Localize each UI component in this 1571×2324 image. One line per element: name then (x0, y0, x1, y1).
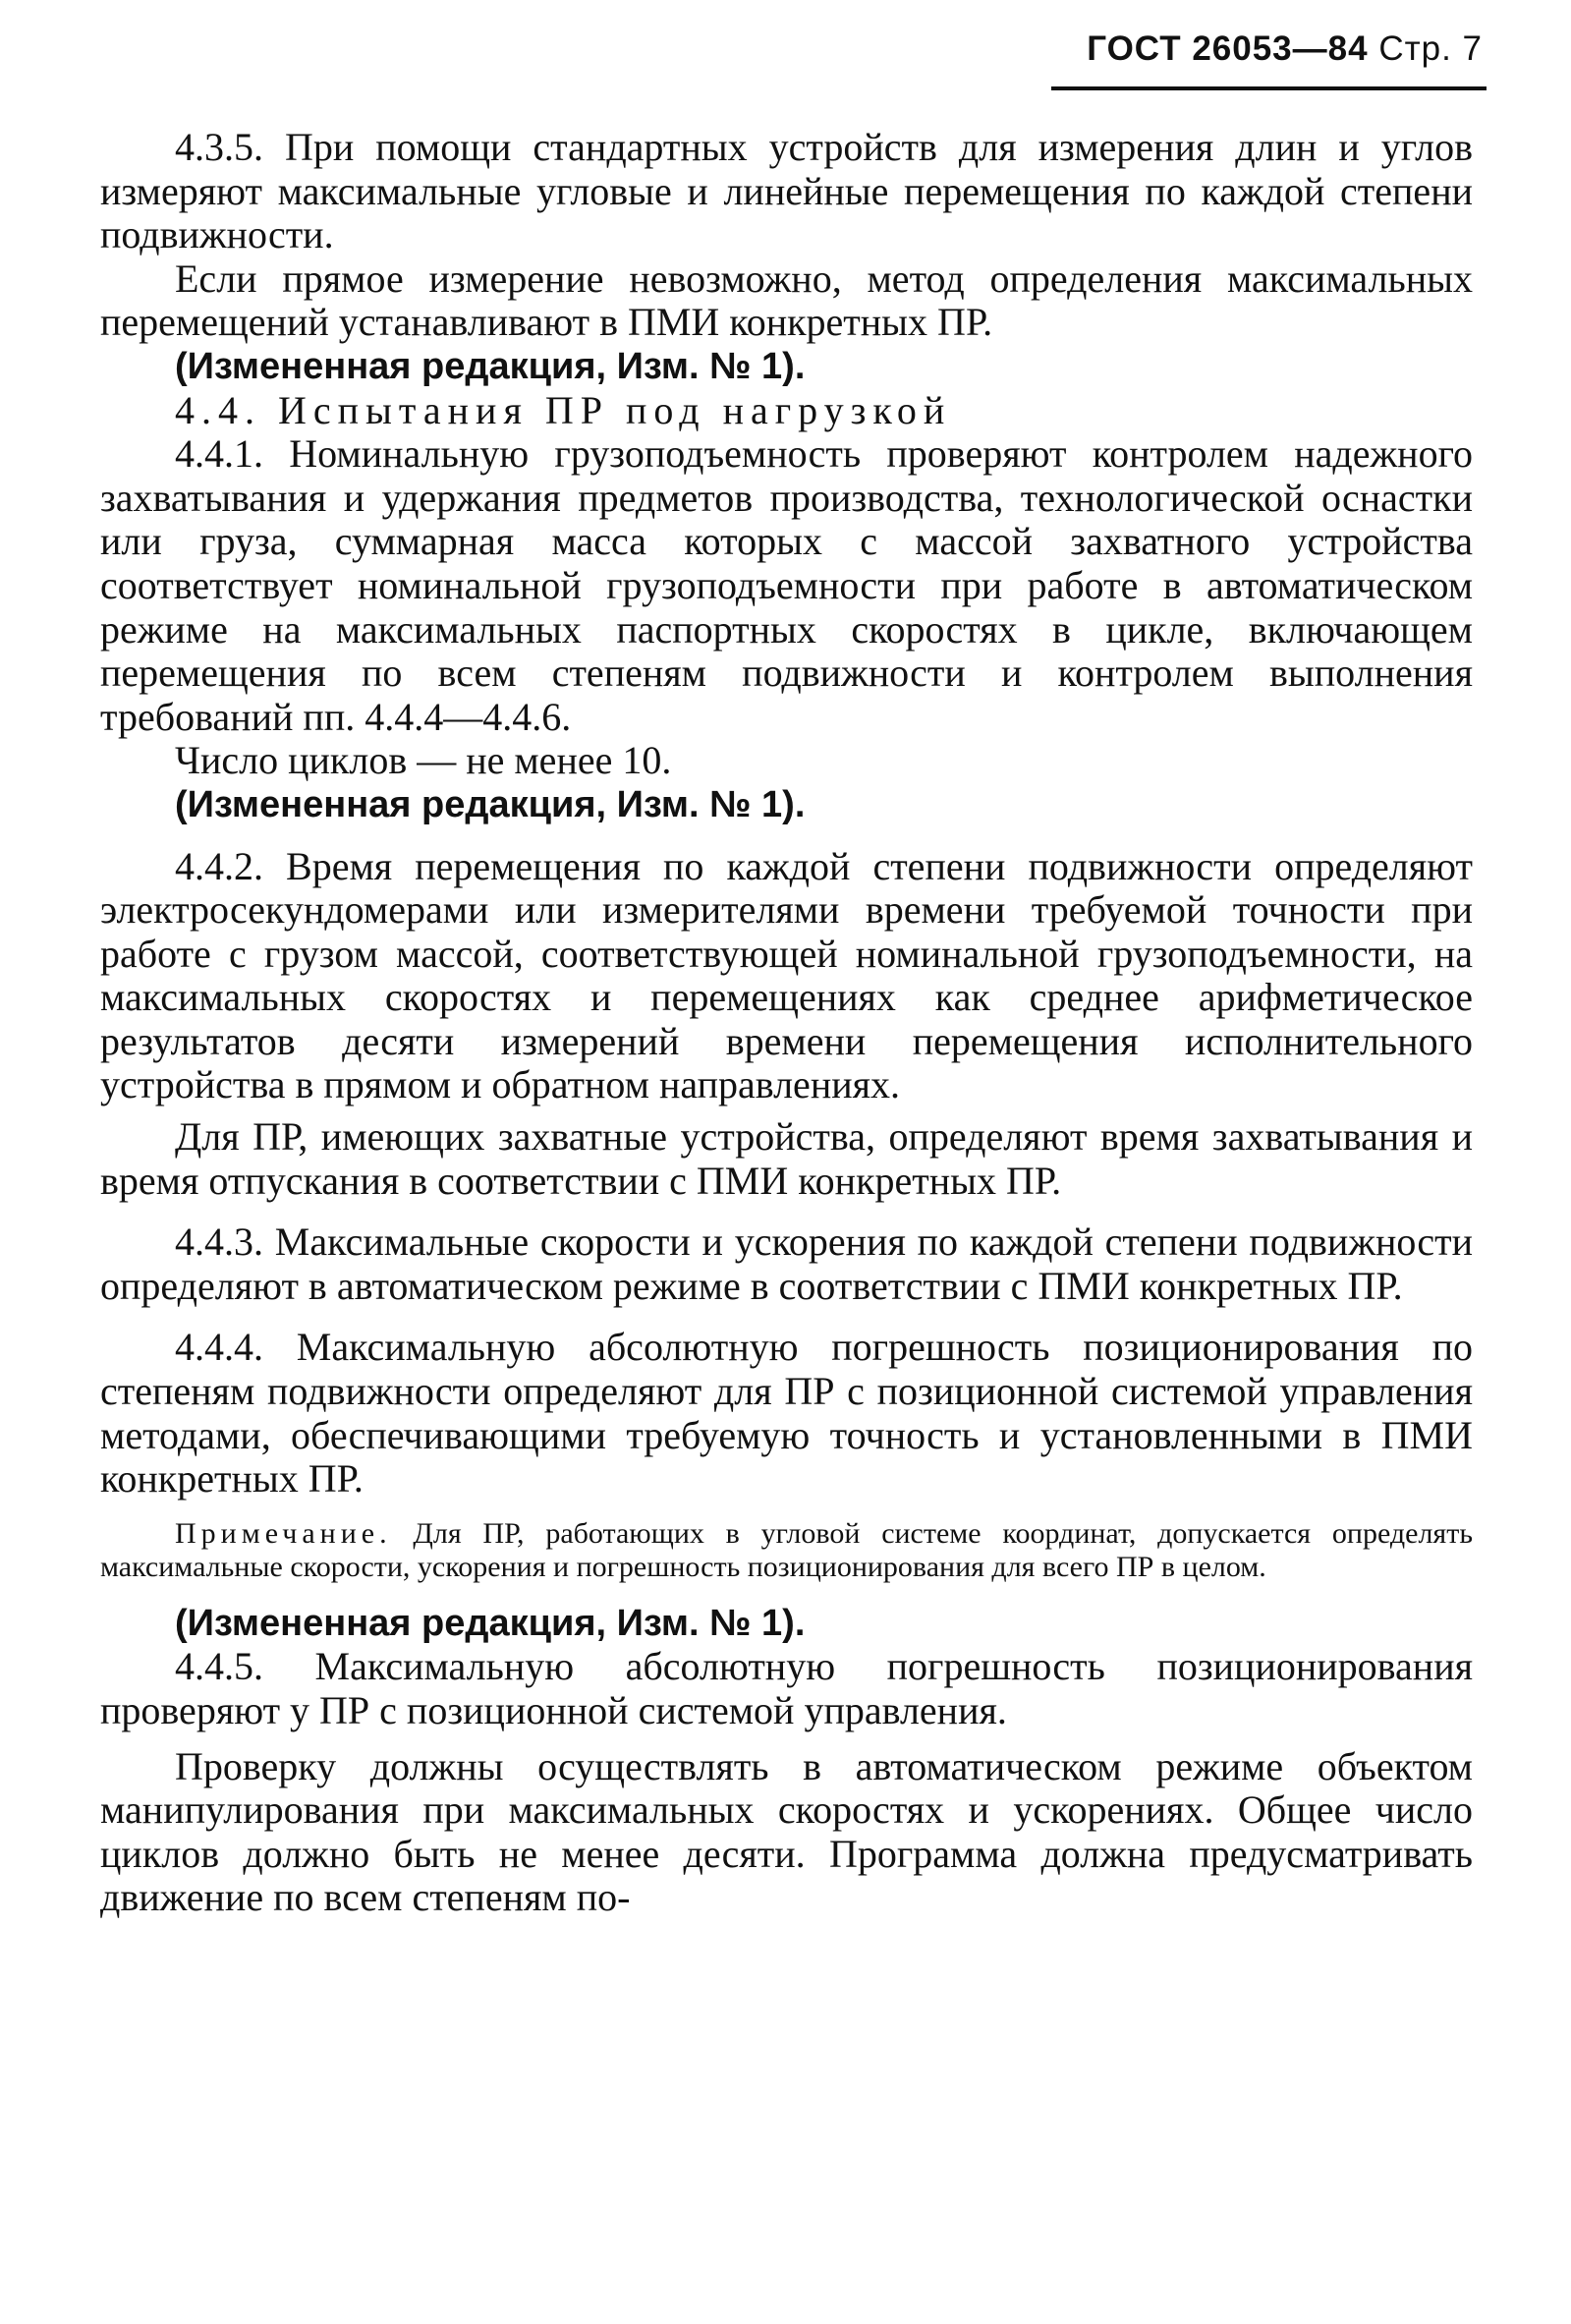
paragraph-4-4-5: 4.4.5. Максимальную абсолютную погрешность позиционирования проверяют у ПР с позиционной системой управления. (100, 1644, 1473, 1732)
paragraph-4-4-3: 4.4.3. Максимальные скорости и ускорения по каждой степени подвижности определяют в автоматическом режиме в соответствии с ПМИ конкретных ПР. (100, 1219, 1473, 1308)
section-heading-4-4: 4.4. Испытания ПР под нагрузкой (175, 387, 952, 432)
paragraph-4-4-5-continued: Проверку должны осуществлять в автоматическом режиме объектом манипулирования при максимальных скоростях и ускорениях. Общее число циклов должно быть не менее десяти. Программа должна предусматривать движение по всем степеням по- (100, 1743, 1473, 1920)
note-text: Для ПР, работающих в угловой системе координат, допускается определять максимальные скорости, ускорения и погрешность позиционирования для всего ПР в целом. (100, 1516, 1473, 1583)
amendment-note: (Измененная редакция, Изм. № 1). (175, 1602, 806, 1644)
paragraph-4-4-2: 4.4.2. Время перемещения по каждой степени подвижности определяют электросекундомерами или измерителями времени требуемой точности при работе с грузом массой, соответствующей номинальной грузоподъемности, на максимальных скоростях и перемещениях как среднее арифметическое результатов десяти измерений времени перемещения исполнительного устройства в прямом и обратном направлениях. (100, 843, 1473, 1107)
paragraph-4-4-1: 4.4.1. Номинальную грузоподъемность проверяют контролем надежного захватывания и удержания предметов производства, технологической оснастки или груза, суммарная масса которых с массой захватного устройства соответствует номинальной грузоподъемности при работе в автоматическом режиме на максимальных паспортных скоростях в цикле, включающем перемещения по всем степеням подвижности и контролем выполнения требований пп. 4.4.4—4.4.6. (100, 431, 1473, 739)
note-paragraph (100, 1517, 1473, 1584)
amendment-note: (Измененная редакция, Изм. № 1). (175, 783, 806, 825)
note-label: Примечание. (175, 1516, 392, 1550)
document-body (100, 126, 1473, 1920)
page-header (1087, 29, 1483, 69)
standard-number: ГОСТ 26053—84 (1087, 29, 1369, 68)
paragraph-4-3-5: 4.3.5. При помощи стандартных устройств для измерения длин и углов измеряют максимальные угловые и линейные перемещения по каждой степени подвижности. (100, 125, 1473, 257)
amendment-note: (Измененная редакция, Изм. № 1). (175, 345, 806, 387)
page-number: Стр. 7 (1378, 29, 1483, 68)
paragraph-4-4-2-continued: Для ПР, имеющих захватные устройства, определяют время захватывания и время отпускания в соответствии с ПМИ конкретных ПР. (100, 1114, 1473, 1203)
paragraph-4-3-5-continued: Если прямое измерение невозможно, метод определения максимальных перемещений устанавливают в ПМИ конкретных ПР. (100, 255, 1473, 345)
paragraph-4-4-1-continued: Число циклов — не менее 10. (175, 738, 672, 783)
paragraph-4-4-4: 4.4.4. Максимальную абсолютную погрешность позиционирования по степеням подвижности определяют для ПР с позиционной системой управления методами, обеспечивающими требуемую точность и установленными в ПМИ конкретных ПР. (100, 1325, 1473, 1502)
header-rule (1051, 86, 1487, 90)
